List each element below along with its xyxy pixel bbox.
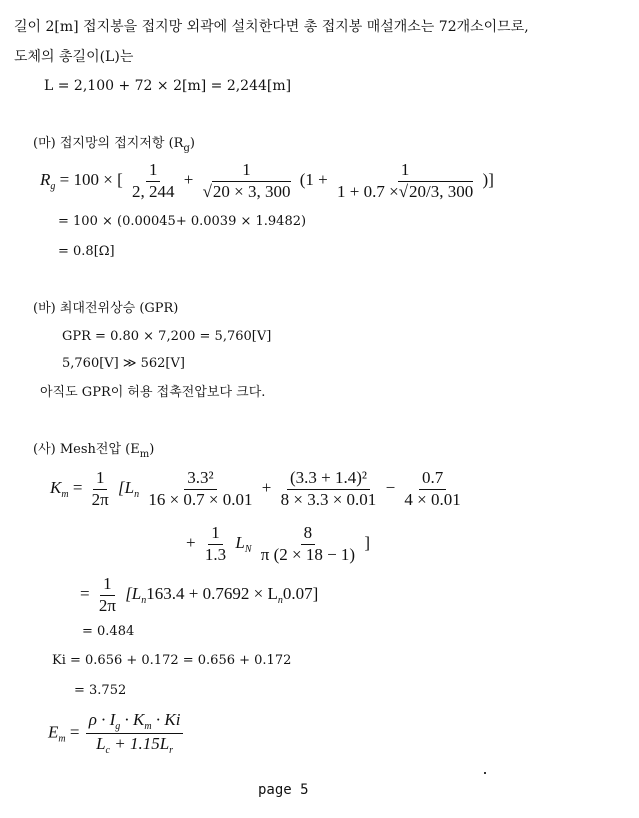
gpr-conclusion: 아직도 GPR이 허용 접촉전압보다 크다. [40,385,266,400]
em-fraction [86,711,184,756]
km-value: = 0.484 [82,624,135,639]
fd-den: 1.3 [204,544,227,564]
ln-sub: n [134,489,140,501]
fc-num: 0.7 [419,469,446,490]
sa-heading-sub: m [139,449,150,460]
em-num-b: · K [124,710,145,729]
em-den-a: L [96,734,106,753]
fraction-e [258,524,358,564]
fraction-a [145,469,255,509]
scan-speck [484,772,486,774]
close-bracket: )] [482,170,494,190]
km-simplified [80,575,318,615]
km-equation-line-2 [186,524,370,564]
gpr-compare: 5,760[V] ≫ 562[V] [62,356,185,371]
simplified-body: [L [125,584,142,604]
sa-heading-end: ) [149,442,155,457]
fa-den: 16 × 0.7 × 0.01 [148,489,253,509]
em-den-sub2: r [169,745,174,756]
half-num: 1 [93,469,108,490]
km-equation-line-1 [50,469,466,509]
f2-den: √20 × 3, 300 [202,181,291,201]
em-equation [48,711,185,756]
half-pi-fraction [89,469,112,509]
page-number: page 5 [258,782,309,798]
fb-num: (3.3 + 1.4)² [287,469,370,490]
heading-sub: g [183,143,190,154]
section-ma-heading [33,137,195,154]
em-num-c: · Ki [155,710,181,729]
rg-lead: = 100 × [ [59,170,123,190]
rg-step-1: = 100 × (0.00045+ 0.0039 × 1.9482) [58,214,307,229]
em-num-a: ρ · I [88,710,116,729]
km-sub: m [61,489,69,501]
total-length-equation: L = 2,100 + 72 × 2[m] = 2,244[m] [44,78,292,94]
em-num [86,711,184,734]
fraction-2 [200,161,294,201]
heading-text: (마) 접지망의 접지저항 (R [33,136,184,151]
f1-num: 1 [146,161,161,182]
fraction-1 [129,161,178,201]
rg-sub: g [50,181,56,193]
f3-root: 20/3, 300 [409,181,474,201]
paren-open: (1 + [299,170,328,190]
km-minus: − [385,478,396,498]
f1-den: 2, 244 [131,181,175,201]
simplified-rest: 163.4 + 0.7692 × L [146,584,278,604]
ki-equation: Ki = 0.656 + 0.172 = 0.656 + 0.172 [52,653,292,668]
em-num-sub2: m [144,721,152,732]
bracket-close: ] [364,533,370,553]
em-den-sub: c [105,745,110,756]
heading-end: ) [189,136,195,151]
sa-heading-text: (사) Mesh전압 (E [33,442,140,457]
section-ba-heading: (바) 최대전위상승 (GPR) [33,301,179,316]
fe-num: 8 [301,524,316,545]
s-ln-sub: n [141,595,147,607]
fraction-3 [334,161,476,201]
ki-value: = 3.752 [74,683,127,698]
paragraph-line-1: 길이 2[m] 접지봉을 접지망 외곽에 설치한다면 총 접지봉 매설개소는 72개소이므로, [14,19,529,35]
f3-den: 1 + 0.7 ×√20/3, 300 [337,181,474,201]
em-label: E [48,722,59,742]
simplified-end: 0.07] [282,584,319,604]
gpr-equation: GPR = 0.80 × 7,200 = 5,760[V] [62,329,272,344]
fd-num: 1 [208,524,223,545]
f2-root: 20 × 3, 300 [212,181,291,201]
fraction-c [401,469,463,509]
simplified-half [96,575,119,615]
em-den [93,734,176,756]
em-den-b: + 1.15L [114,734,170,753]
rg-label: R [40,170,51,190]
fe-den: π (2 × 18 − 1) [260,544,356,564]
fraction-b [278,469,380,509]
f3-den-a: 1 + 0.7 × [337,181,399,201]
ln2-sub: N [244,544,252,556]
fc-den: 4 × 0.01 [404,489,461,509]
em-eq-sign: = [69,722,80,742]
em-sub: m [58,733,66,745]
s-ln-sub-2: n [277,595,283,607]
plus-sign: + [183,170,194,190]
f3-num: 1 [398,161,413,182]
fraction-d [202,524,229,564]
ln-open: [L [118,478,135,498]
km-label: K [50,478,62,498]
fa-num: 3.3² [184,469,216,490]
simplified-sign: = [80,584,90,604]
km-plus: + [261,478,272,498]
s-half-den: 2π [98,595,116,615]
f2-num: 1 [239,161,254,182]
ln2: L [235,533,245,553]
line2-plus: + [186,533,196,553]
fb-den: 8 × 3.3 × 0.01 [280,489,377,509]
section-sa-heading [33,443,154,460]
em-num-sub: g [115,721,121,732]
paragraph-line-2: 도체의 총길이(L)는 [14,49,134,65]
km-eq-sign: = [72,478,83,498]
half-den: 2π [91,489,109,509]
rg-equation [40,161,494,201]
s-half-num: 1 [100,575,115,596]
rg-step-2: = 0.8[Ω] [58,244,115,259]
